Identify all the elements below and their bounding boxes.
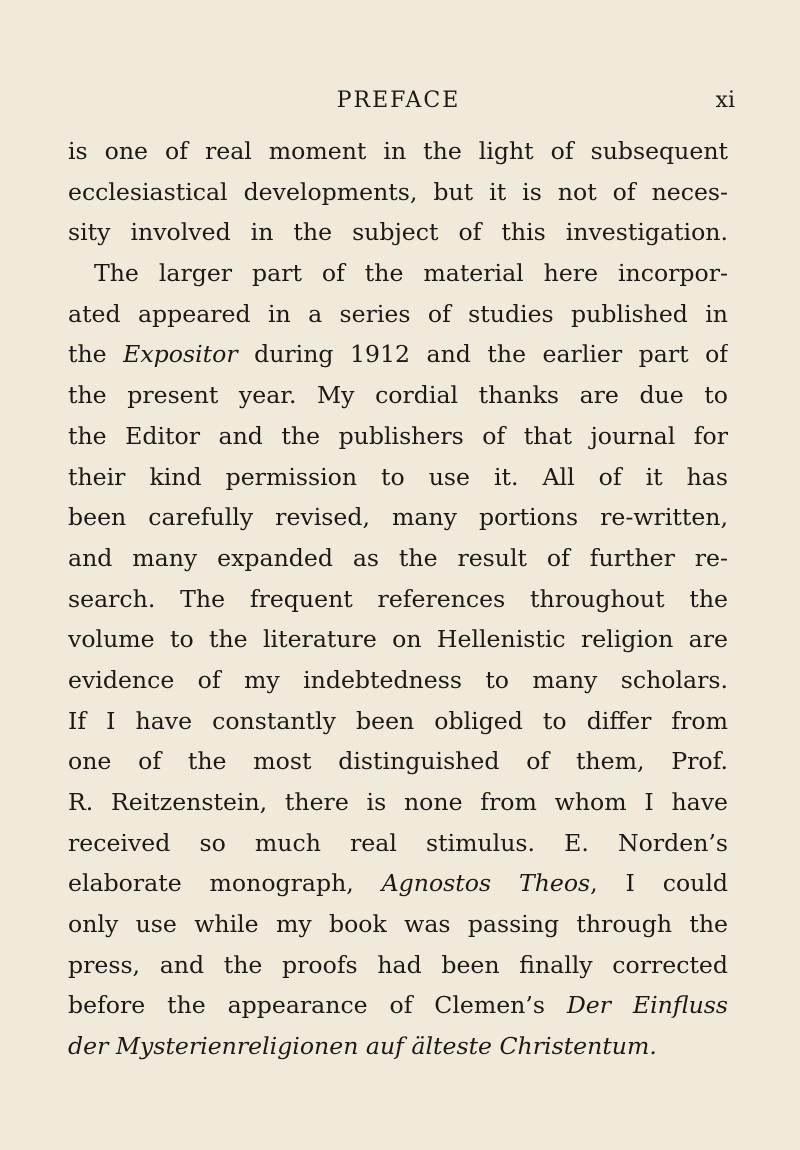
- text-run: and many expanded as the result of further re-: [68, 543, 728, 572]
- text-run: their kind permission to use it. All of it has: [68, 462, 728, 491]
- text-run: ated appeared in a series of studies published in: [68, 299, 728, 328]
- text-line: [68, 741, 728, 782]
- text-run: , I could: [590, 869, 728, 898]
- text-run: search. The frequent references throughout the: [68, 584, 728, 613]
- text-run: before the appearance of Clemen’s: [68, 991, 567, 1020]
- text-run: elaborate monograph,: [68, 869, 382, 898]
- italic-title: Agnostos Theos: [381, 869, 591, 898]
- text-line: [68, 1026, 728, 1067]
- text-run: evidence of my indebtedness to many scholars.: [68, 665, 728, 694]
- text-line: [68, 131, 728, 172]
- text-run: the: [68, 340, 124, 369]
- text-line: [68, 375, 728, 416]
- text-run: only use while my book was passing through the: [68, 910, 728, 939]
- text-line: [68, 823, 728, 864]
- text-line: [68, 497, 728, 538]
- text-run: sity involved in the subject of this investigation.: [68, 218, 728, 247]
- text-run: one of the most distinguished of them, Prof.: [68, 747, 728, 776]
- text-line: [68, 579, 728, 620]
- text-line: [68, 701, 728, 742]
- text-run: R. Reitzenstein, there is none from whom I have: [68, 788, 728, 816]
- text-line: [68, 538, 728, 579]
- text-run: received so much real stimulus. E. Norden’s: [68, 828, 728, 857]
- text-run: press, and the proofs had been finally corrected: [68, 950, 728, 979]
- text-run: volume to the literature on Hellenistic religion are: [68, 625, 728, 654]
- page-number: xi: [715, 88, 735, 113]
- text-line: [68, 212, 728, 253]
- text-line: [68, 294, 728, 335]
- body-text: [68, 131, 728, 1067]
- text-line: [68, 457, 728, 498]
- text-line: [68, 985, 728, 1026]
- text-line: [68, 253, 728, 294]
- text-run: during 1912 and the earlier part of: [237, 340, 728, 369]
- text-run: the Editor and the publishers of that journal for: [68, 421, 728, 450]
- running-title: PREFACE: [336, 88, 461, 113]
- text-line: [68, 660, 728, 701]
- text-line: [68, 172, 728, 213]
- text-run: If I have constantly been obliged to differ from: [68, 706, 728, 735]
- italic-title: der Mysterienreligionen auf älteste Christentum.: [68, 1032, 657, 1061]
- text-line: [68, 619, 728, 660]
- text-run: been carefully revised, many portions re-written,: [68, 503, 728, 532]
- italic-title: Der Einfluss: [566, 991, 728, 1020]
- text-run: is one of real moment in the light of subsequent: [68, 137, 728, 165]
- text-line: [68, 904, 728, 945]
- text-run: the present year. My cordial thanks are due to: [68, 381, 728, 410]
- text-line: [68, 945, 728, 986]
- running-head: [62, 88, 735, 122]
- text-run: ecclesiastical developments, but it is not of neces-: [68, 177, 728, 206]
- text-line: [68, 416, 728, 457]
- text-run: The larger part of the material here incorpor-: [94, 259, 728, 288]
- italic-title: Expositor: [123, 340, 238, 369]
- text-line: [68, 334, 728, 375]
- text-line: [68, 863, 728, 904]
- text-line: [68, 782, 728, 823]
